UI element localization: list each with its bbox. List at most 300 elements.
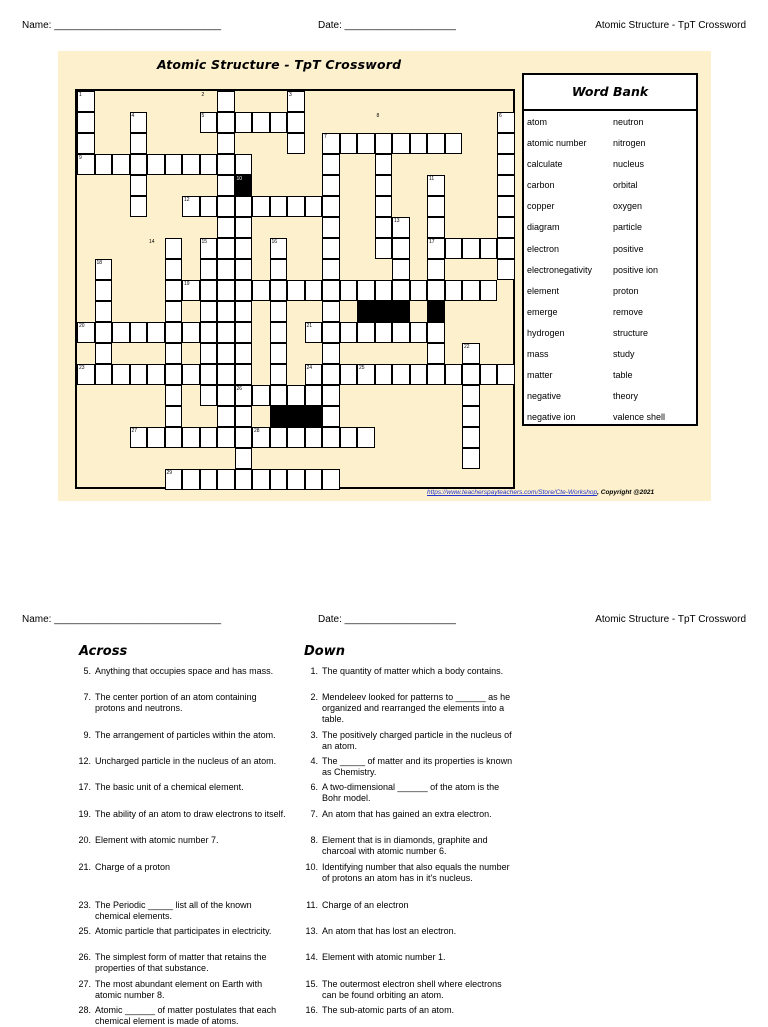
grid-cell[interactable] xyxy=(497,196,515,217)
clue-number: 8 xyxy=(376,113,380,119)
clue-number: 26 xyxy=(236,386,243,392)
grid-cell[interactable] xyxy=(217,427,235,448)
clue-number: 19 xyxy=(184,281,190,287)
grid-cell[interactable] xyxy=(462,448,480,469)
grid-cell[interactable] xyxy=(497,238,515,259)
clue-number: 1 xyxy=(79,92,82,98)
grid-cell[interactable] xyxy=(200,259,218,280)
clue-number: 24 xyxy=(306,365,313,371)
grid-cell[interactable] xyxy=(270,112,288,133)
clue-number: 21 xyxy=(306,323,313,329)
grid-cell[interactable] xyxy=(217,238,235,259)
grid-cell[interactable] xyxy=(480,238,498,259)
grid-cell[interactable] xyxy=(375,175,393,196)
grid-cell[interactable] xyxy=(217,91,235,112)
grid-cell[interactable] xyxy=(182,427,200,448)
grid-cell[interactable] xyxy=(462,364,480,385)
grid-cell[interactable] xyxy=(392,364,410,385)
clue-item xyxy=(77,692,287,714)
grid-cell[interactable] xyxy=(340,364,358,385)
grid-cell[interactable] xyxy=(445,280,463,301)
word-bank-item: valence shell xyxy=(613,412,666,423)
clue-text: The positively charged particle in the nucleus of an atom. xyxy=(322,730,512,751)
grid-cell[interactable] xyxy=(165,364,183,385)
grid-cell[interactable] xyxy=(252,196,270,217)
word-bank-item: theory xyxy=(613,391,639,402)
grid-cell[interactable] xyxy=(95,364,113,385)
word-bank-item: electron xyxy=(527,243,560,254)
grid-cell[interactable] xyxy=(357,322,375,343)
clue-text: The center portion of an atom containing protons and neutrons. xyxy=(95,692,257,713)
grid-cell[interactable] xyxy=(235,448,253,469)
grid-cell[interactable] xyxy=(235,259,253,280)
grid-cell[interactable] xyxy=(375,322,393,343)
grid-cell[interactable] xyxy=(217,364,235,385)
grid-cell[interactable] xyxy=(392,133,410,154)
clue-text: Element with atomic number 7. xyxy=(95,835,219,845)
grid-cell[interactable] xyxy=(200,364,218,385)
grid-cell[interactable] xyxy=(497,175,515,196)
grid-cell[interactable] xyxy=(217,259,235,280)
grid-cell[interactable] xyxy=(165,343,183,364)
grid-cell[interactable] xyxy=(462,238,480,259)
grid-cell[interactable] xyxy=(445,364,463,385)
clue-item xyxy=(77,926,287,937)
clue-item xyxy=(304,900,514,911)
clue-text: The quantity of matter which a body contains. xyxy=(322,666,504,676)
grid-cell[interactable] xyxy=(165,238,183,259)
date-line[interactable]: Date: ____________________ xyxy=(318,20,456,31)
grid-cell[interactable] xyxy=(322,217,340,238)
grid-cell[interactable] xyxy=(375,217,393,238)
grid-cell[interactable] xyxy=(165,154,183,175)
date-line[interactable]: Date: ____________________ xyxy=(318,614,456,625)
grid-cell[interactable] xyxy=(217,217,235,238)
grid-cell[interactable] xyxy=(322,469,340,490)
grid-cell[interactable] xyxy=(322,427,340,448)
grid-cell[interactable] xyxy=(305,196,323,217)
grid-cell[interactable] xyxy=(252,112,270,133)
grid-cell[interactable] xyxy=(182,469,200,490)
grid-cell[interactable] xyxy=(340,280,358,301)
word-bank-item: nucleus xyxy=(613,159,645,170)
document-title: Atomic Structure - TpT Crossword xyxy=(595,20,746,31)
word-bank-item: particle xyxy=(613,222,643,233)
crossword-grid xyxy=(75,89,515,489)
grid-cell[interactable] xyxy=(235,322,253,343)
word-bank-item: hydrogen xyxy=(527,327,565,338)
clue-number: 25 xyxy=(359,365,365,371)
grid-cell[interactable] xyxy=(427,322,445,343)
grid-cell[interactable] xyxy=(392,238,410,259)
clue-number: 19. xyxy=(78,809,91,819)
word-bank-item: negative xyxy=(527,391,562,402)
grid-cell[interactable] xyxy=(427,259,445,280)
grid-cell[interactable] xyxy=(200,385,218,406)
grid-cell[interactable] xyxy=(235,469,253,490)
clue-number: 27. xyxy=(78,979,91,989)
grid-cell[interactable] xyxy=(165,322,183,343)
clue-number: 22 xyxy=(464,344,470,350)
grid-cell[interactable] xyxy=(235,154,253,175)
clue-number: 7. xyxy=(83,692,91,702)
grid-cell[interactable] xyxy=(497,133,515,154)
clue-number: 14. xyxy=(305,952,318,962)
grid-cell[interactable] xyxy=(340,133,358,154)
grid-cell[interactable] xyxy=(165,406,183,427)
clue-number: 29 xyxy=(166,470,173,476)
puzzle-title: Atomic Structure - TpT Crossword xyxy=(157,57,402,72)
grid-cell[interactable] xyxy=(357,133,375,154)
grid-cell[interactable] xyxy=(322,154,340,175)
grid-cell[interactable] xyxy=(182,364,200,385)
clue-text: Anything that occupies space and has mass. xyxy=(95,666,274,676)
grid-cell[interactable] xyxy=(340,427,358,448)
black-cell xyxy=(287,406,305,427)
grid-cell[interactable] xyxy=(375,364,393,385)
grid-cell[interactable] xyxy=(392,280,410,301)
black-cell xyxy=(427,301,445,322)
clue-item xyxy=(77,666,287,677)
grid-cell[interactable] xyxy=(305,469,323,490)
grid-cell[interactable] xyxy=(235,343,253,364)
grid-cell[interactable] xyxy=(497,154,515,175)
clue-item xyxy=(304,809,514,820)
grid-cell[interactable] xyxy=(322,406,340,427)
grid-cell[interactable] xyxy=(252,385,270,406)
clue-item xyxy=(304,730,514,752)
grid-cell[interactable] xyxy=(375,196,393,217)
clue-item xyxy=(304,692,514,725)
clue-number: 14 xyxy=(149,239,155,245)
grid-cell[interactable] xyxy=(252,469,270,490)
grid-cell[interactable] xyxy=(235,364,253,385)
grid-cell[interactable] xyxy=(200,196,218,217)
grid-cell[interactable] xyxy=(182,322,200,343)
grid-cell[interactable] xyxy=(217,301,235,322)
name-line[interactable]: Name: ______________________________ xyxy=(22,614,222,625)
grid-cell[interactable] xyxy=(375,154,393,175)
grid-cell[interactable] xyxy=(200,301,218,322)
grid-cell[interactable] xyxy=(252,280,270,301)
clue-item xyxy=(77,730,287,741)
grid-cell[interactable] xyxy=(217,322,235,343)
clue-item xyxy=(77,952,287,974)
clue-number: 23 xyxy=(79,365,85,371)
grid-cell[interactable] xyxy=(235,112,253,133)
clue-text: The arrangement of particles within the atom. xyxy=(95,730,276,740)
page-header xyxy=(22,20,746,36)
clue-number: 15 xyxy=(201,239,208,245)
grid-cell[interactable] xyxy=(497,217,515,238)
grid-cell[interactable] xyxy=(410,322,428,343)
grid-cell[interactable] xyxy=(270,196,288,217)
clue-item xyxy=(304,979,514,1001)
grid-cell[interactable] xyxy=(217,385,235,406)
grid-cell[interactable] xyxy=(427,343,445,364)
grid-cell[interactable] xyxy=(322,343,340,364)
clue-number: 12 xyxy=(184,197,190,203)
grid-cell[interactable] xyxy=(165,280,183,301)
grid-cell[interactable] xyxy=(147,322,165,343)
grid-cell[interactable] xyxy=(427,217,445,238)
grid-cell[interactable] xyxy=(305,427,323,448)
grid-cell[interactable] xyxy=(427,364,445,385)
clue-number: 23. xyxy=(78,900,91,910)
word-bank-item: neutron xyxy=(613,117,644,127)
grid-cell[interactable] xyxy=(462,427,480,448)
clue-item xyxy=(304,835,514,857)
grid-cell[interactable] xyxy=(130,364,148,385)
grid-cell[interactable] xyxy=(217,469,235,490)
grid-cell[interactable] xyxy=(270,364,288,385)
grid-cell[interactable] xyxy=(95,280,113,301)
grid-cell[interactable] xyxy=(165,385,183,406)
clue-text: The sub-atomic parts of an atom. xyxy=(322,1005,455,1015)
clue-number: 9. xyxy=(83,730,91,740)
grid-cell[interactable] xyxy=(287,280,305,301)
clue-text: An atom that has lost an electron. xyxy=(322,926,457,936)
clue-number: 6. xyxy=(310,782,318,792)
grid-cell[interactable] xyxy=(357,280,375,301)
grid-cell[interactable] xyxy=(130,322,148,343)
grid-cell[interactable] xyxy=(375,280,393,301)
black-cell xyxy=(270,406,288,427)
grid-cell[interactable] xyxy=(95,154,113,175)
grid-cell[interactable] xyxy=(497,259,515,280)
grid-cell[interactable] xyxy=(287,385,305,406)
grid-cell[interactable] xyxy=(235,406,253,427)
grid-cell[interactable] xyxy=(95,301,113,322)
grid-cell[interactable] xyxy=(235,280,253,301)
clue-number: 18 xyxy=(96,260,103,266)
grid-cell[interactable] xyxy=(200,154,218,175)
grid-cell[interactable] xyxy=(217,175,235,196)
clue-number: 28. xyxy=(78,1005,91,1015)
grid-cell[interactable] xyxy=(322,259,340,280)
grid-cell[interactable] xyxy=(165,301,183,322)
grid-cell[interactable] xyxy=(392,322,410,343)
grid-cell[interactable] xyxy=(112,154,130,175)
clue-number: 27 xyxy=(131,428,138,434)
clue-number: 6 xyxy=(499,113,502,119)
grid-cell[interactable] xyxy=(200,322,218,343)
clue-item xyxy=(77,835,287,846)
down-heading: Down xyxy=(304,644,345,659)
grid-cell[interactable] xyxy=(182,154,200,175)
grid-cell[interactable] xyxy=(200,469,218,490)
grid-cell[interactable] xyxy=(427,196,445,217)
grid-cell[interactable] xyxy=(270,301,288,322)
clue-number: 20 xyxy=(79,323,85,329)
clue-number: 1. xyxy=(310,666,318,676)
word-bank-item: calculate xyxy=(527,159,563,170)
grid-cell[interactable] xyxy=(200,280,218,301)
grid-cell[interactable] xyxy=(130,154,148,175)
word-bank-item: copper xyxy=(527,201,555,212)
clue-item xyxy=(77,979,287,1001)
clue-number: 11. xyxy=(306,900,318,910)
clue-number: 9 xyxy=(79,155,82,161)
word-bank-item: proton xyxy=(613,285,639,296)
grid-cell[interactable] xyxy=(270,259,288,280)
grid-cell[interactable] xyxy=(287,133,305,154)
word-bank-item: orbital xyxy=(613,180,638,191)
grid-cell[interactable] xyxy=(480,280,498,301)
grid-cell[interactable] xyxy=(270,385,288,406)
grid-cell[interactable] xyxy=(217,112,235,133)
grid-cell[interactable] xyxy=(322,364,340,385)
word-bank-right-column xyxy=(613,114,665,430)
clue-text: The most abundant element on Earth with atomic number 8. xyxy=(95,979,263,1000)
word-bank-item: negative ion xyxy=(527,412,576,423)
grid-cell[interactable] xyxy=(322,385,340,406)
clue-number: 10. xyxy=(305,862,318,872)
grid-cell[interactable] xyxy=(287,112,305,133)
grid-cell[interactable] xyxy=(130,196,148,217)
grid-cell[interactable] xyxy=(112,364,130,385)
grid-cell[interactable] xyxy=(217,196,235,217)
clue-text: Atomic ______ of matter postulates that each chemical element is made of atoms. xyxy=(95,1005,277,1026)
grid-cell[interactable] xyxy=(480,364,498,385)
grid-cell[interactable] xyxy=(235,196,253,217)
grid-cell[interactable] xyxy=(165,427,183,448)
clue-text: The simplest form of matter that retains the properties of that substance. xyxy=(95,952,267,973)
clue-item xyxy=(77,809,287,820)
word-bank-item: emerge xyxy=(527,306,558,317)
clue-item xyxy=(304,952,514,963)
grid-cell[interactable] xyxy=(287,427,305,448)
grid-cell[interactable] xyxy=(200,343,218,364)
clue-item xyxy=(304,666,514,677)
grid-cell[interactable] xyxy=(217,406,235,427)
clue-text: Charge of an electron xyxy=(322,900,409,910)
grid-cell[interactable] xyxy=(130,175,148,196)
grid-cell[interactable] xyxy=(217,343,235,364)
grid-cell[interactable] xyxy=(392,259,410,280)
grid-cell[interactable] xyxy=(322,322,340,343)
clue-number: 25. xyxy=(78,926,91,936)
clue-text: Element with atomic number 1. xyxy=(322,952,446,962)
document-title: Atomic Structure - TpT Crossword xyxy=(595,614,746,625)
clue-text: Atomic particle that participates in electricity. xyxy=(95,926,272,936)
grid-cell[interactable] xyxy=(147,364,165,385)
grid-cell[interactable] xyxy=(305,385,323,406)
grid-cell[interactable] xyxy=(322,238,340,259)
word-bank-item: atom xyxy=(527,117,548,127)
clue-number: 3. xyxy=(310,730,318,740)
clue-number: 7 xyxy=(324,134,327,140)
black-cell xyxy=(392,301,410,322)
grid-cell[interactable] xyxy=(165,259,183,280)
clue-text: Identifying number that also equals the number of protons an atom has in it's nucleus. xyxy=(322,862,510,883)
store-link[interactable]: https://www.teacherspayteachers.com/Store/Cte-Workshop xyxy=(427,489,598,496)
grid-cell[interactable] xyxy=(410,280,428,301)
grid-cell[interactable] xyxy=(462,406,480,427)
grid-cell[interactable] xyxy=(270,280,288,301)
grid-cell[interactable] xyxy=(217,280,235,301)
word-bank-item: matter xyxy=(527,370,553,381)
word-bank-item: atomic number xyxy=(527,138,587,149)
grid-cell[interactable] xyxy=(410,133,428,154)
clue-number: 3 xyxy=(289,92,292,98)
grid-cell[interactable] xyxy=(322,175,340,196)
grid-cell[interactable] xyxy=(270,469,288,490)
grid-cell[interactable] xyxy=(270,427,288,448)
clue-item xyxy=(304,926,514,937)
word-bank-item: positive ion xyxy=(613,264,659,275)
word-bank-item: study xyxy=(613,349,635,360)
clue-number: 16 xyxy=(271,239,278,245)
grid-cell[interactable] xyxy=(147,154,165,175)
clue-number: 7. xyxy=(310,809,318,819)
grid-cell[interactable] xyxy=(322,280,340,301)
clue-item xyxy=(77,782,287,793)
grid-cell[interactable] xyxy=(375,133,393,154)
grid-cell[interactable] xyxy=(217,154,235,175)
grid-cell[interactable] xyxy=(77,133,95,154)
grid-cell[interactable] xyxy=(375,238,393,259)
grid-cell[interactable] xyxy=(200,427,218,448)
clue-number: 12. xyxy=(78,756,91,766)
grid-cell[interactable] xyxy=(322,301,340,322)
grid-cell[interactable] xyxy=(427,280,445,301)
grid-cell[interactable] xyxy=(77,112,95,133)
word-bank-item: nitrogen xyxy=(613,138,646,149)
word-bank-item: electronegativity xyxy=(527,264,593,275)
grid-cell[interactable] xyxy=(462,385,480,406)
grid-cell[interactable] xyxy=(235,301,253,322)
grid-cell[interactable] xyxy=(410,364,428,385)
grid-cell[interactable] xyxy=(147,427,165,448)
grid-cell[interactable] xyxy=(112,322,130,343)
word-bank-title: Word Bank xyxy=(524,75,696,111)
grid-cell[interactable] xyxy=(235,217,253,238)
clue-item xyxy=(304,782,514,804)
grid-cell[interactable] xyxy=(235,427,253,448)
grid-cell[interactable] xyxy=(235,238,253,259)
grid-cell[interactable] xyxy=(287,196,305,217)
grid-cell[interactable] xyxy=(322,196,340,217)
word-bank-item: carbon xyxy=(527,180,555,191)
grid-cell[interactable] xyxy=(130,133,148,154)
grid-cell[interactable] xyxy=(340,322,358,343)
name-line[interactable]: Name: ______________________________ xyxy=(22,20,222,31)
grid-cell[interactable] xyxy=(287,469,305,490)
clue-item xyxy=(77,900,287,922)
grid-cell[interactable] xyxy=(270,322,288,343)
grid-cell[interactable] xyxy=(445,133,463,154)
clue-text: An atom that has gained an extra electron. xyxy=(322,809,492,819)
clue-text: The ability of an atom to draw electrons to itself. xyxy=(95,809,286,819)
grid-cell[interactable] xyxy=(497,364,515,385)
grid-cell[interactable] xyxy=(217,133,235,154)
grid-cell[interactable] xyxy=(270,343,288,364)
clue-number: 10 xyxy=(236,176,243,182)
grid-cell[interactable] xyxy=(95,322,113,343)
grid-cell[interactable] xyxy=(427,133,445,154)
clue-number: 16. xyxy=(305,1005,318,1015)
grid-cell[interactable] xyxy=(445,238,463,259)
grid-cell[interactable] xyxy=(357,427,375,448)
page-header-2 xyxy=(22,614,746,630)
clue-text: A two-dimensional ______ of the atom is the Bohr model. xyxy=(322,782,500,803)
clue-number: 26. xyxy=(78,952,91,962)
clue-item xyxy=(77,756,287,767)
grid-cell[interactable] xyxy=(95,343,113,364)
grid-cell[interactable] xyxy=(462,280,480,301)
grid-cell[interactable] xyxy=(305,280,323,301)
